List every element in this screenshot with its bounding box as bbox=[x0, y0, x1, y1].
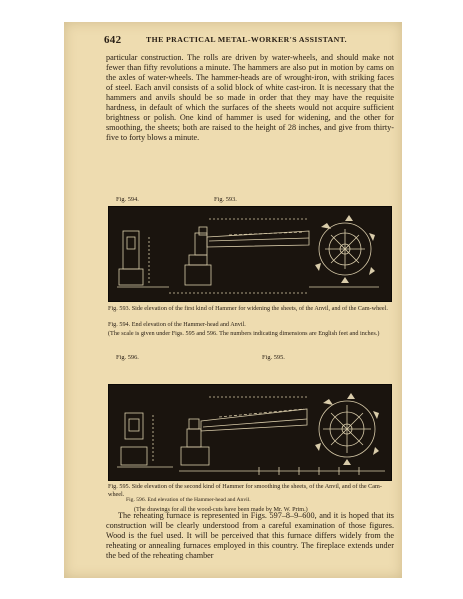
fig-595-label: Fig. 595. bbox=[262, 354, 285, 361]
drawing-credit: (The drawings for all the wood-cuts have been made by Mr. W. Prim.) bbox=[134, 506, 308, 513]
fig-595-caption: Fig. 595. Side elevation of the second kind of Hammer for smoothing the sheets, of the Anvil, and of the Cam-wheel. bbox=[108, 483, 382, 498]
book-page bbox=[64, 22, 402, 578]
running-title: THE PRACTICAL METAL-WORKER'S ASSISTANT. bbox=[146, 35, 348, 44]
page-header bbox=[104, 34, 394, 48]
fig-594-label: Fig. 594. bbox=[116, 196, 139, 203]
fig-596-caption: Fig. 596. End elevation of the Hammer-head and Anvil. bbox=[126, 497, 251, 503]
page-number: 642 bbox=[104, 34, 122, 46]
fig-593-caption: Fig. 593. Side elevation of the first kind of Hammer for widening the sheets, of the Anvil, and of the Cam-wheel. bbox=[108, 305, 388, 312]
paragraph-bottom: The reheating furnace is represented in Figs. 597–8–9–600, and it is hoped that its construction will be clearly understood from a careful examination of those figures. Wood is the fuel used. It will be perceived that this furnace differs widely from the reheating or annealing furnaces employed in this country. The fireplace extends under the bed of the reheating chamber bbox=[106, 511, 394, 560]
fig-594-caption: Fig. 594. End elevation of the Hammer-head and Anvil. bbox=[108, 321, 246, 328]
fig-596-label: Fig. 596. bbox=[116, 354, 139, 361]
engraving-hammer-widening bbox=[109, 207, 391, 301]
paragraph-top: particular construction. The rolls are driven by water-wheels, and should make not fewer than fifty revolutions a minute. The hammers are also put in motion by cams on the axles of water-wheels. The hammer-heads are of wrought-iron, with striking faces of steel. Each anvil consists of a solid block of white cast-iron. It is necessary that the hammers and anvils should be so made in order that they may have the requisite hardness, in default of which the surfaces of the sheets would not acquire sufficient brightness or polish. One kind of hammer is used for widening, and the other for smoothing, the sheets; both are raised to the height of 28 inches, and give from thirty-five to forty blows a minute. bbox=[106, 53, 394, 142]
figure-plate-hammer-widening bbox=[108, 206, 392, 302]
fig-593-label: Fig. 593. bbox=[214, 196, 237, 203]
scale-note: (The scale is given under Figs. 595 and 596. The numbers indicating dimensions are English feet and inches.) bbox=[108, 330, 380, 337]
figure-plate-hammer-smoothing bbox=[108, 384, 392, 481]
engraving-hammer-smoothing bbox=[109, 385, 391, 480]
